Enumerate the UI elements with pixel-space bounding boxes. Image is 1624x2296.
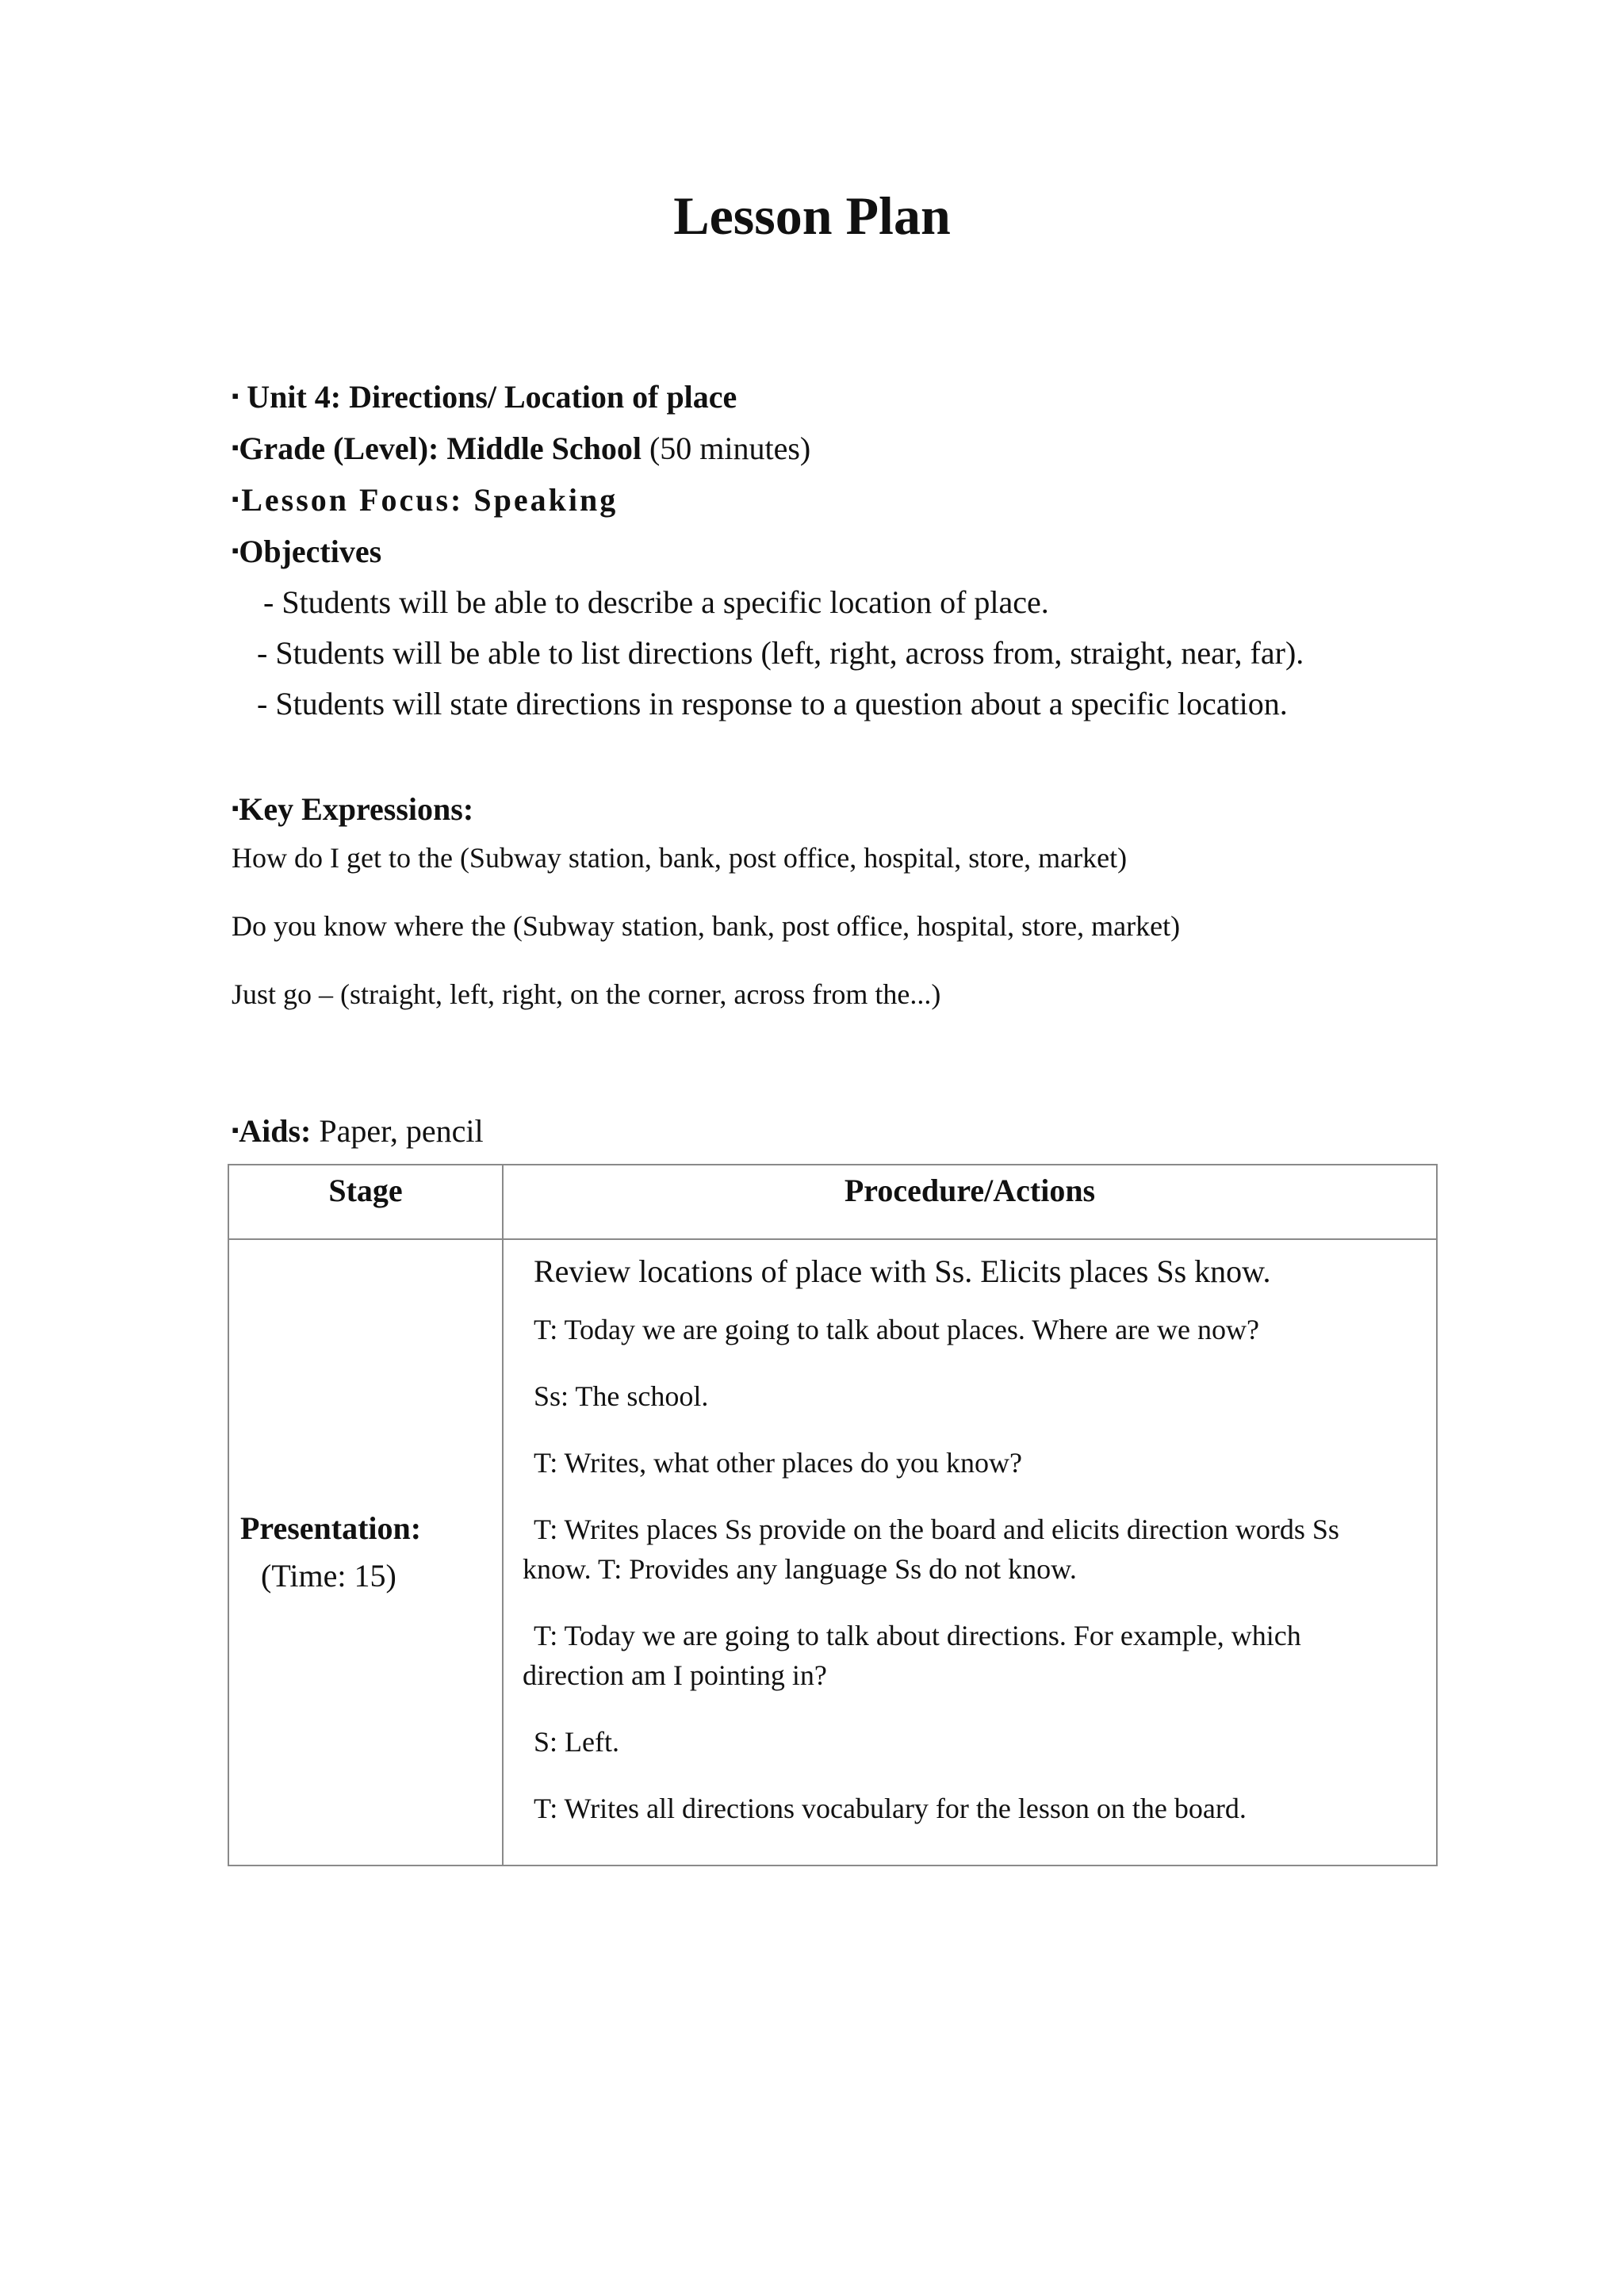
objective-item: - Students will be able to list directions (left, right, across from, straight, near, far). [257,635,1304,671]
bullet-icon: ▪ [232,1119,239,1142]
page-title: Lesson Plan [673,186,951,246]
objective-item: - Students will state directions in response to a question about a specific location. [257,686,1288,721]
aids-line [232,1105,484,1157]
objectives-label: Objectives [239,534,382,569]
key-expression-item: How do I get to the (Subway station, bank, post office, hospital, store, market) [232,842,1128,874]
objective-item: - Students will be able to describe a specific location of place. [263,584,1049,620]
key-expression-item: Just go – (straight, left, right, on the corner, across from the...) [232,978,941,1010]
procedure-line: T: Today we are going to talk about directions. For example, which direction am I pointing in? [523,1620,1301,1691]
procedure-line: T: Writes places Ss provide on the board and elicits direction words Ss know. T: Provides any language Ss do not know. [523,1513,1339,1585]
lesson-table [228,1164,1438,1866]
procedure-line: S: Left. [534,1726,619,1758]
stage-cell [228,1239,503,1866]
objectives-heading [232,526,1421,577]
table-header-row [228,1165,1437,1239]
procedure-line: Ss: The school. [534,1380,709,1412]
grade-label: Grade (Level): Middle School [239,430,642,466]
bullet-icon: ▪ [232,539,239,562]
lesson-meta [232,371,1421,729]
stage-time: (Time: 15) [261,1558,396,1594]
aids-label: Aids: [239,1113,312,1149]
aids-value: Paper, pencil [319,1113,484,1149]
procedure-line: T: Writes all directions vocabulary for the lesson on the board. [534,1793,1247,1824]
grade-note: (50 minutes) [649,430,811,466]
key-expressions-label: Key Expressions: [239,791,474,827]
table-row [228,1239,1437,1866]
procedure-line: T: Writes, what other places do you know? [534,1447,1022,1479]
procedure-cell [503,1239,1437,1866]
procedure-intro: Review locations of place with Ss. Elicits places Ss know. [534,1253,1271,1289]
procedure-header: Procedure/Actions [503,1165,1437,1239]
procedure-line: T: Today we are going to talk about places. Where are we now? [534,1314,1260,1345]
bullet-icon: ▪ [232,797,239,820]
key-expression-item: Do you know where the (Subway station, bank, post office, hospital, store, market) [232,910,1181,942]
focus-line [232,474,1421,526]
bullet-icon: ▪ [232,436,239,459]
unit-line [232,371,1421,423]
focus-label: Lesson Focus: Speaking [241,482,619,518]
key-expressions-heading [232,783,473,835]
grade-line [232,423,1421,474]
stage-label: Presentation: [240,1510,422,1546]
unit-label: Unit 4: Directions/ Location of place [247,379,737,415]
stage-header: Stage [228,1165,503,1239]
bullet-icon: ▪ [232,385,239,408]
bullet-icon: ▪ [232,488,242,511]
